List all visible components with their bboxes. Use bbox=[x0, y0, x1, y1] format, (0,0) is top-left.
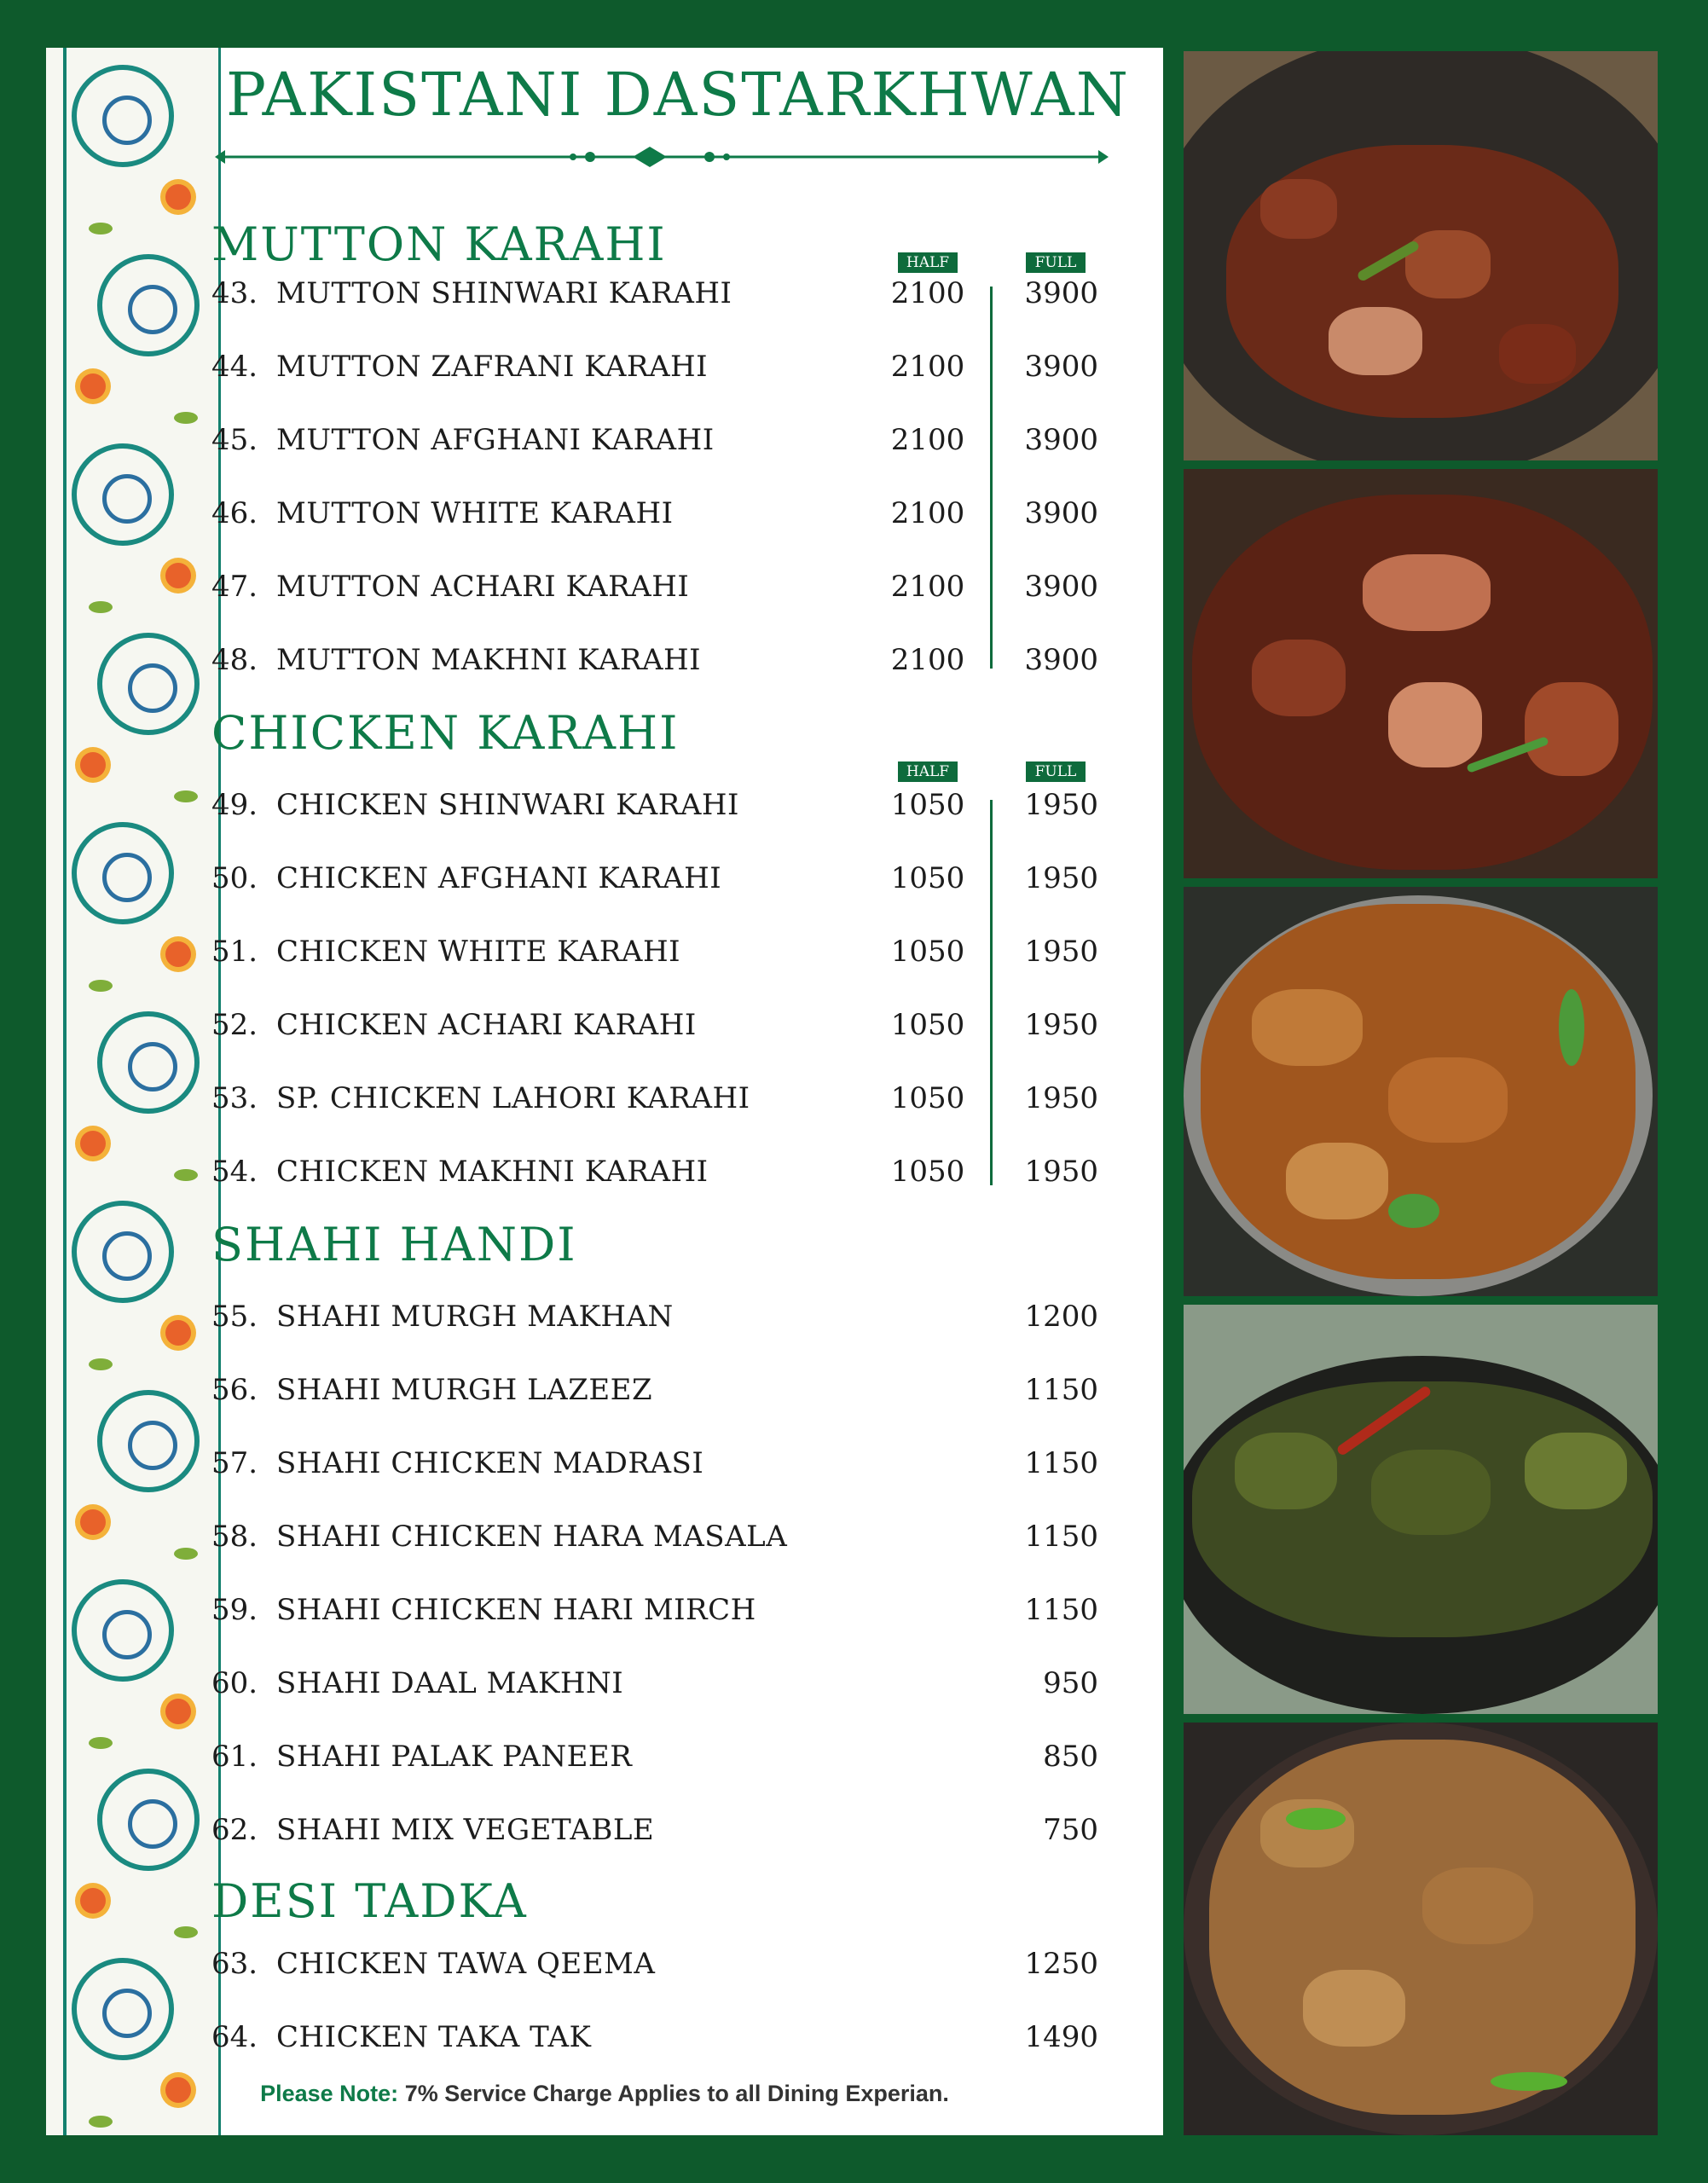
item-half-price: 1050 bbox=[890, 1081, 965, 1115]
item-number: 51. bbox=[211, 935, 258, 969]
item-name: SHAHI CHICKEN HARI MIRCH bbox=[276, 1593, 756, 1627]
item-name: SHAHI MURGH LAZEEZ bbox=[276, 1373, 653, 1407]
menu-item bbox=[211, 643, 1107, 694]
item-name: SHAHI CHICKEN HARA MASALA bbox=[276, 1520, 788, 1554]
section-title-mutton-karahi: MUTTON KARAHI bbox=[211, 217, 667, 271]
item-full-price: 1950 bbox=[1024, 788, 1098, 822]
menu-item bbox=[211, 1520, 1107, 1571]
item-half-price: 1050 bbox=[890, 1155, 965, 1189]
section-title-desi-tadka: DESI TADKA bbox=[211, 1874, 528, 1928]
item-name: MUTTON ZAFRANI KARAHI bbox=[276, 350, 709, 384]
ornament-flower bbox=[165, 184, 191, 210]
item-half-price: 1050 bbox=[890, 788, 965, 822]
item-name: MUTTON SHINWARI KARAHI bbox=[276, 276, 732, 310]
item-name: SHAHI CHICKEN MADRASI bbox=[276, 1446, 704, 1480]
ornament-leaf bbox=[89, 1358, 113, 1370]
ornament-motif bbox=[97, 633, 200, 735]
item-price: 850 bbox=[1043, 1740, 1098, 1774]
chicken-karahi-photo bbox=[1184, 469, 1658, 878]
item-half-price: 2100 bbox=[890, 496, 965, 530]
ornament-motif bbox=[72, 1579, 174, 1682]
item-number: 55. bbox=[211, 1300, 258, 1334]
menu-item bbox=[211, 423, 1107, 474]
item-price: 1200 bbox=[1024, 1300, 1098, 1334]
item-half-price: 1050 bbox=[890, 861, 965, 895]
menu-item bbox=[211, 1947, 1107, 1998]
hara-masala-photo bbox=[1184, 1305, 1658, 1714]
item-full-price: 1950 bbox=[1024, 935, 1098, 969]
menu-item bbox=[211, 1155, 1107, 1206]
item-name: SHAHI MURGH MAKHAN bbox=[276, 1300, 674, 1334]
item-number: 53. bbox=[211, 1081, 258, 1115]
mutton-karahi-photo bbox=[1184, 51, 1658, 460]
ornament-flower bbox=[165, 941, 191, 967]
item-full-price: 3900 bbox=[1024, 496, 1098, 530]
item-name: MUTTON MAKHNI KARAHI bbox=[276, 643, 702, 677]
item-name: CHICKEN AFGHANI KARAHI bbox=[276, 861, 722, 895]
item-half-price: 2100 bbox=[890, 350, 965, 384]
tawa-qeema-photo bbox=[1184, 1723, 1658, 2135]
item-full-price: 3900 bbox=[1024, 350, 1098, 384]
item-number: 44. bbox=[211, 350, 258, 384]
ornament-leaf bbox=[174, 790, 198, 802]
item-number: 52. bbox=[211, 1008, 258, 1042]
menu-item bbox=[211, 1373, 1107, 1424]
menu-item bbox=[211, 861, 1107, 912]
item-name: MUTTON ACHARI KARAHI bbox=[276, 570, 690, 604]
item-number: 49. bbox=[211, 788, 258, 822]
ornament-leaf bbox=[89, 223, 113, 235]
item-full-price: 3900 bbox=[1024, 276, 1098, 310]
item-half-price: 2100 bbox=[890, 276, 965, 310]
menu-item bbox=[211, 1740, 1107, 1791]
menu-item bbox=[211, 1008, 1107, 1059]
item-price: 1250 bbox=[1024, 1947, 1098, 1981]
item-number: 59. bbox=[211, 1593, 258, 1627]
ornament-flower bbox=[165, 1699, 191, 1724]
item-half-price: 2100 bbox=[890, 423, 965, 457]
item-full-price: 1950 bbox=[1024, 1081, 1098, 1115]
ornament-flower bbox=[165, 1320, 191, 1346]
menu-item bbox=[211, 2020, 1107, 2071]
ornament-leaf bbox=[174, 1548, 198, 1560]
menu-title: PAKISTANI DASTARKHWAN bbox=[225, 60, 1131, 130]
ornament-leaf bbox=[174, 412, 198, 424]
ornament-motif bbox=[97, 1769, 200, 1871]
ornament-flower bbox=[80, 1888, 106, 1914]
item-number: 56. bbox=[211, 1373, 258, 1407]
ornament-flower bbox=[80, 1509, 106, 1535]
item-price: 950 bbox=[1043, 1666, 1098, 1700]
item-name: CHICKEN TAWA QEEMA bbox=[276, 1947, 656, 1981]
item-half-price: 1050 bbox=[890, 935, 965, 969]
section-title-chicken-karahi: CHICKEN KARAHI bbox=[211, 706, 680, 760]
item-number: 43. bbox=[211, 276, 258, 310]
menu-item bbox=[211, 570, 1107, 621]
ornament-motif bbox=[72, 65, 174, 167]
item-name: SHAHI MIX VEGETABLE bbox=[276, 1813, 655, 1847]
menu-item bbox=[211, 1593, 1107, 1644]
item-price: 1150 bbox=[1024, 1373, 1098, 1407]
menu-item bbox=[211, 496, 1107, 547]
item-name: SHAHI PALAK PANEER bbox=[276, 1740, 633, 1774]
menu-item bbox=[211, 788, 1107, 839]
item-number: 50. bbox=[211, 861, 258, 895]
item-number: 54. bbox=[211, 1155, 258, 1189]
half-column-label: HALF bbox=[898, 761, 958, 782]
item-price: 1150 bbox=[1024, 1520, 1098, 1554]
menu-item bbox=[211, 1666, 1107, 1717]
item-price: 1490 bbox=[1024, 2020, 1098, 2054]
item-price: 750 bbox=[1043, 1813, 1098, 1847]
item-number: 63. bbox=[211, 1947, 258, 1981]
service-charge-note bbox=[46, 2081, 1163, 2107]
item-number: 64. bbox=[211, 2020, 258, 2054]
ornament-motif bbox=[72, 443, 174, 546]
floral-border-ornament bbox=[46, 48, 221, 2135]
item-name: SHAHI DAAL MAKHNI bbox=[276, 1666, 624, 1700]
ornament-motif bbox=[97, 1390, 200, 1492]
ornament-motif bbox=[72, 822, 174, 924]
item-half-price: 2100 bbox=[890, 643, 965, 677]
item-name: MUTTON WHITE KARAHI bbox=[276, 496, 674, 530]
item-full-price: 1950 bbox=[1024, 1155, 1098, 1189]
item-number: 47. bbox=[211, 570, 258, 604]
menu-item bbox=[211, 935, 1107, 986]
menu-item bbox=[211, 1300, 1107, 1351]
full-column-label: FULL bbox=[1026, 761, 1086, 782]
item-number: 58. bbox=[211, 1520, 258, 1554]
ornament-leaf bbox=[89, 2116, 113, 2128]
full-column-label: FULL bbox=[1026, 252, 1086, 273]
item-full-price: 3900 bbox=[1024, 643, 1098, 677]
item-name: SP. CHICKEN LAHORI KARAHI bbox=[276, 1081, 750, 1115]
ornament-flower bbox=[80, 752, 106, 778]
item-name: CHICKEN TAKA TAK bbox=[276, 2020, 592, 2054]
menu-item bbox=[211, 276, 1107, 327]
menu-item bbox=[211, 350, 1107, 401]
ornament-leaf bbox=[89, 980, 113, 992]
item-price: 1150 bbox=[1024, 1446, 1098, 1480]
ornament-flower bbox=[80, 373, 106, 399]
item-full-price: 3900 bbox=[1024, 423, 1098, 457]
section-title-shahi-handi: SHAHI HANDI bbox=[211, 1218, 577, 1271]
item-number: 60. bbox=[211, 1666, 258, 1700]
border-vine bbox=[63, 48, 67, 2135]
note-label: Please Note: bbox=[260, 2081, 399, 2106]
menu-item bbox=[211, 1813, 1107, 1864]
ornament-flower bbox=[165, 563, 191, 588]
ornament-motif bbox=[97, 1011, 200, 1114]
item-name: CHICKEN MAKHNI KARAHI bbox=[276, 1155, 709, 1189]
item-half-price: 2100 bbox=[890, 570, 965, 604]
ornament-leaf bbox=[174, 1169, 198, 1181]
ornament-motif bbox=[72, 1201, 174, 1303]
ornament-motif bbox=[72, 1958, 174, 2060]
item-number: 46. bbox=[211, 496, 258, 530]
item-name: CHICKEN ACHARI KARAHI bbox=[276, 1008, 697, 1042]
menu-item bbox=[211, 1081, 1107, 1132]
ornament-flower bbox=[80, 1131, 106, 1156]
half-column-label: HALF bbox=[898, 252, 958, 273]
item-full-price: 3900 bbox=[1024, 570, 1098, 604]
ornament-leaf bbox=[89, 601, 113, 613]
menu-item bbox=[211, 1446, 1107, 1497]
item-full-price: 1950 bbox=[1024, 861, 1098, 895]
ornament-motif bbox=[97, 254, 200, 356]
item-number: 45. bbox=[211, 423, 258, 457]
item-number: 62. bbox=[211, 1813, 258, 1847]
item-number: 57. bbox=[211, 1446, 258, 1480]
note-text: 7% Service Charge Applies to all Dining Experian. bbox=[404, 2081, 949, 2106]
item-full-price: 1950 bbox=[1024, 1008, 1098, 1042]
ornament-leaf bbox=[89, 1737, 113, 1749]
item-number: 48. bbox=[211, 643, 258, 677]
handi-curry-photo bbox=[1184, 887, 1658, 1296]
title-divider bbox=[215, 145, 1109, 169]
item-price: 1150 bbox=[1024, 1593, 1098, 1627]
item-name: CHICKEN SHINWARI KARAHI bbox=[276, 788, 739, 822]
item-half-price: 1050 bbox=[890, 1008, 965, 1042]
item-number: 61. bbox=[211, 1740, 258, 1774]
ornament-leaf bbox=[174, 1926, 198, 1938]
item-name: CHICKEN WHITE KARAHI bbox=[276, 935, 681, 969]
item-name: MUTTON AFGHANI KARAHI bbox=[276, 423, 715, 457]
